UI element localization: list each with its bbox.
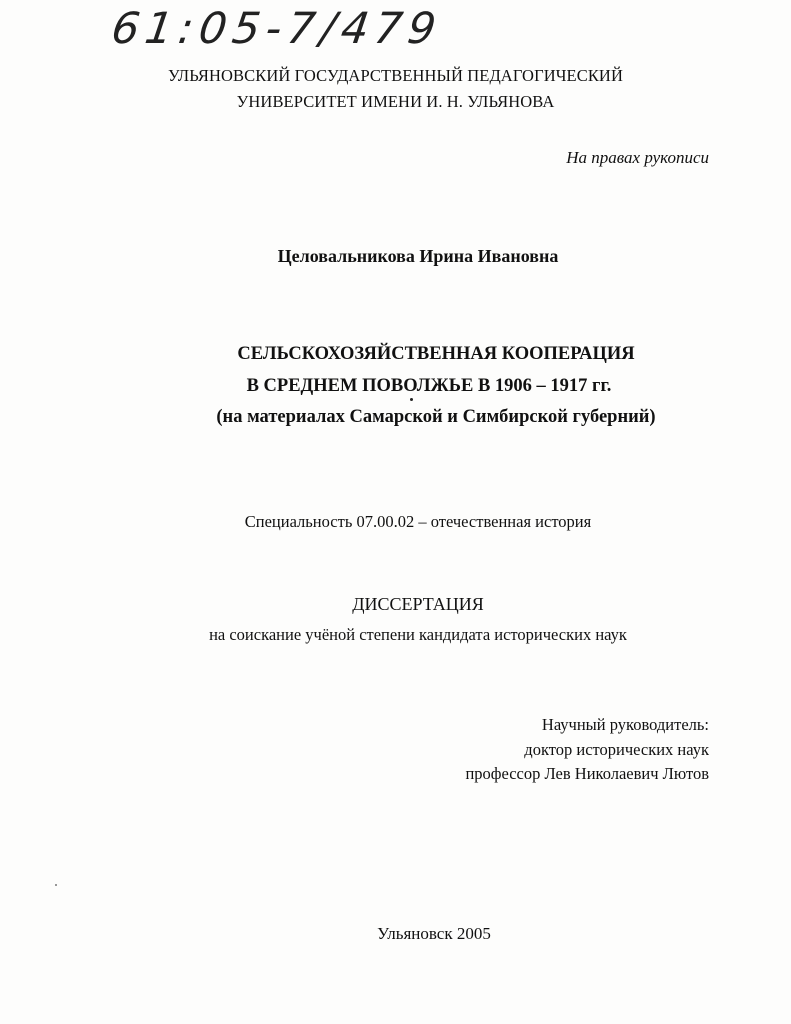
supervisor-degree: доктор исторических наук <box>524 739 709 759</box>
specialty: Специальность 07.00.02 – отечественная история <box>244 512 592 531</box>
title-line-1: СЕЛЬСКОХОЗЯЙСТВЕННАЯ КООПЕРАЦИЯ <box>237 344 635 364</box>
author-name: Целовальникова Ирина Ивановна <box>277 246 559 266</box>
university-name-line-1: УЛЬЯНОВСКИЙ ГОСУДАРСТВЕННЫЙ ПЕДАГОГИЧЕСКИЙ <box>168 66 623 85</box>
degree-sought: на соискание учёной степени кандидата исторических наук <box>209 625 627 644</box>
title-line-3: (на материалах Самарской и Симбирской губерний) <box>216 407 656 427</box>
document-type: ДИССЕРТАЦИЯ <box>352 594 484 614</box>
scan-speck <box>410 398 413 401</box>
supervisor-label: Научный руководитель: <box>541 715 709 734</box>
handwritten-catalog-code: 61:05-7/479 <box>108 4 445 54</box>
city-year: Ульяновск 2005 <box>377 924 491 943</box>
supervisor-name: профессор Лев Николаевич Лютов <box>465 764 709 783</box>
scan-speck <box>55 884 57 886</box>
title-line-2: В СРЕДНЕМ ПОВОЛЖЬЕ В 1906 – 1917 гг. <box>246 376 612 396</box>
rights-note: На правах рукописи <box>566 148 709 167</box>
supervisor-block <box>465 713 709 787</box>
university-name-line-2: УНИВЕРСИТЕТ ИМЕНИ И. Н. УЛЬЯНОВА <box>236 92 555 111</box>
